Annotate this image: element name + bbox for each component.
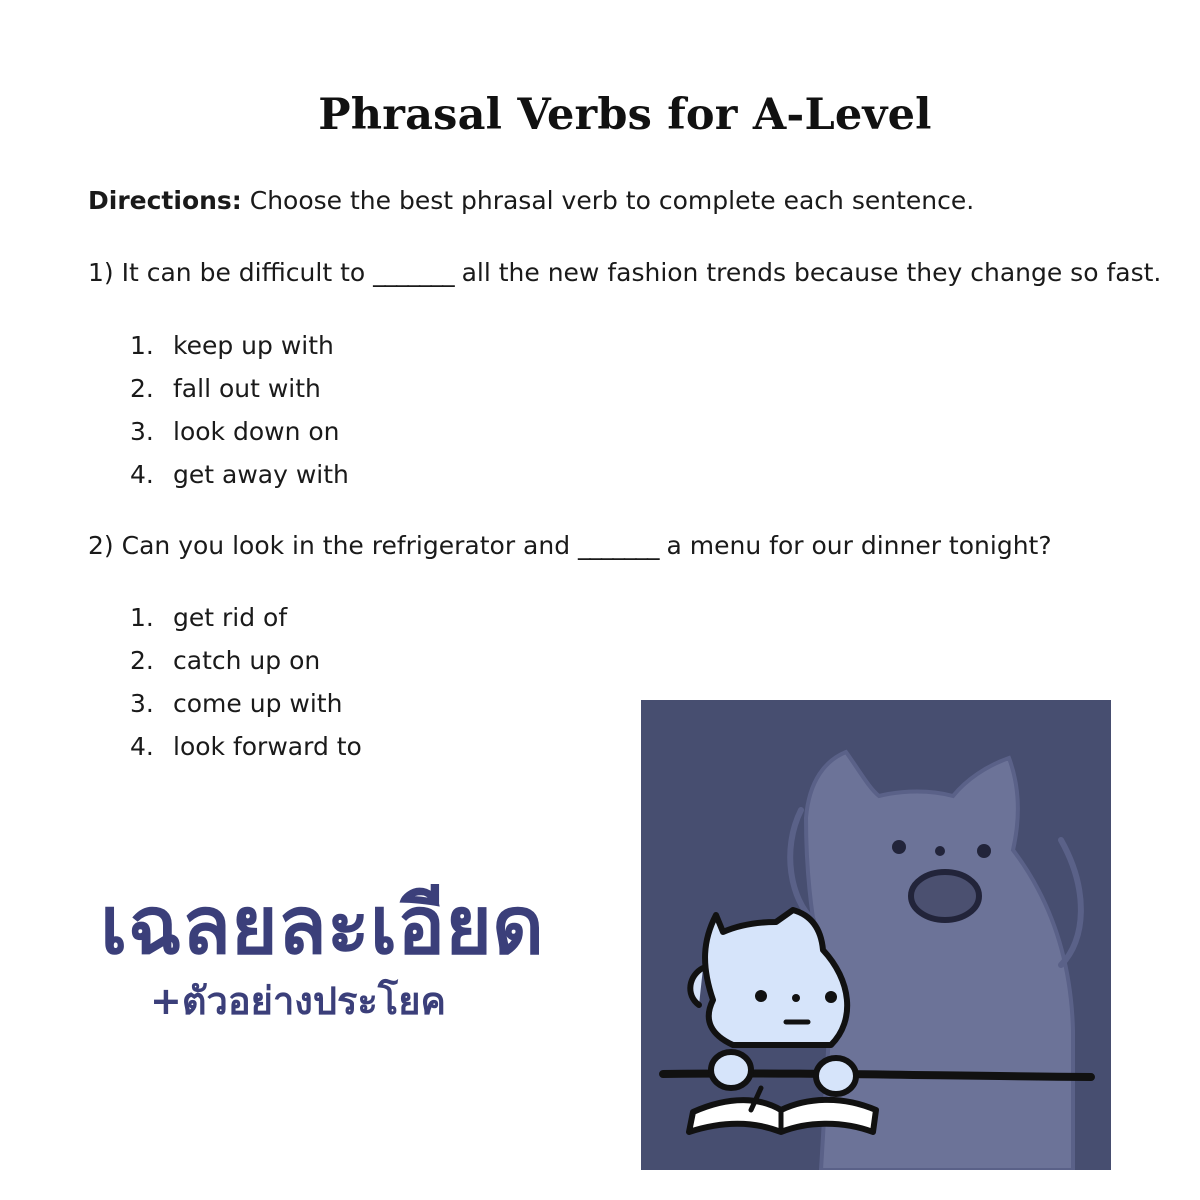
question-1	[88, 258, 1161, 287]
option-item	[130, 410, 349, 453]
directions	[88, 186, 974, 215]
option-item	[130, 596, 362, 639]
question-text-before: It can be difficult to	[121, 258, 366, 287]
cats-studying-illustration	[641, 700, 1111, 1170]
option-text: catch up on	[173, 646, 321, 675]
option-item	[130, 682, 362, 725]
option-number: 2.	[130, 646, 154, 675]
directions-label: Directions:	[88, 186, 242, 215]
question-2	[88, 531, 1052, 560]
answer-blank: _______	[373, 258, 454, 287]
option-item	[130, 367, 349, 410]
option-text: get away with	[173, 460, 349, 489]
option-number: 1.	[130, 331, 154, 360]
option-text: look down on	[173, 417, 340, 446]
option-number: 3.	[130, 417, 154, 446]
option-number: 4.	[130, 732, 154, 761]
option-number: 2.	[130, 374, 154, 403]
option-number: 3.	[130, 689, 154, 718]
answer-blank: _______	[578, 531, 659, 560]
question-2-options	[130, 596, 362, 768]
question-text-after: a menu for our dinner tonight?	[666, 531, 1052, 560]
option-text: fall out with	[173, 374, 321, 403]
option-text: come up with	[173, 689, 343, 718]
option-item	[130, 324, 349, 367]
option-number: 1.	[130, 603, 154, 632]
directions-text: Choose the best phrasal verb to complete each sentence.	[249, 186, 975, 215]
option-item	[130, 725, 362, 768]
option-item	[130, 639, 362, 682]
option-text: look forward to	[173, 732, 362, 761]
question-number: 2)	[88, 531, 114, 560]
option-item	[130, 453, 349, 496]
option-text: get rid of	[173, 603, 288, 632]
promo-subline: +ตัวอย่างประโยค	[150, 979, 446, 1023]
promo-headline: เฉลยละเอียด	[100, 879, 544, 972]
option-number: 4.	[130, 460, 154, 489]
question-number: 1)	[88, 258, 114, 287]
worksheet-title: Phrasal Verbs for A-Level	[318, 90, 932, 140]
question-text-before: Can you look in the refrigerator and	[121, 531, 571, 560]
option-text: keep up with	[173, 331, 334, 360]
question-1-options	[130, 324, 349, 496]
question-text-after: all the new fashion trends because they change so fast.	[461, 258, 1162, 287]
